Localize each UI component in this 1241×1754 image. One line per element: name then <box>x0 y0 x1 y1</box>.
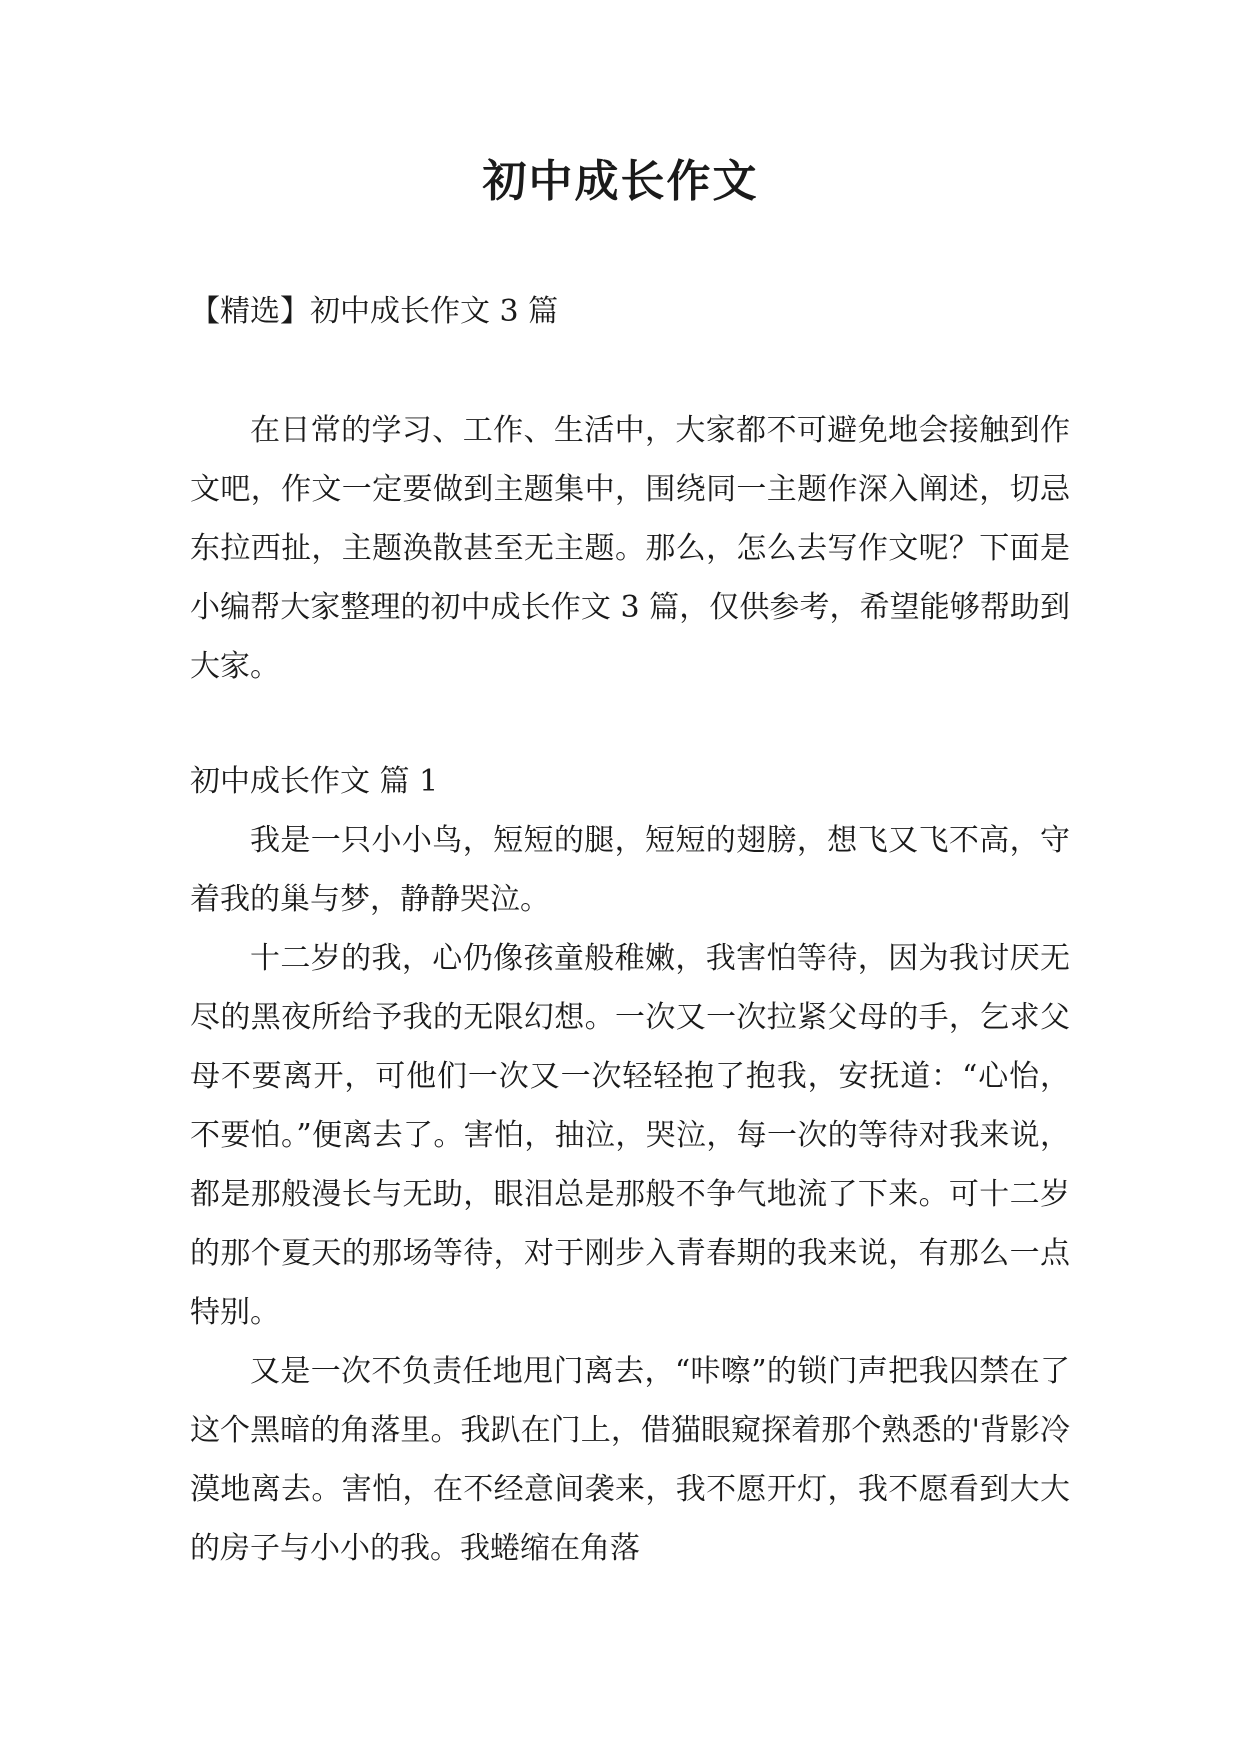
body-paragraph: 十二岁的我，心仍像孩童般稚嫩，我害怕等待，因为我讨厌无尽的黑夜所给予我的无限幻想。一次又一次拉紧父母的手，乞求父母不要离开，可他们一次又一次轻轻抱了抱我，安抚道：“心怡，不要怕。”便离去了。害怕，抽泣，哭泣，每一次的等待对我来说，都是那般漫长与无助，眼泪总是那般不争气地流了下来。可十二岁的那个夏天的那场等待，对于刚步入青春期的我来说，有那么一点特别。 <box>190 941 1070 1330</box>
body-paragraph: 又是一次不负责任地甩门离去，“咔嚓”的锁门声把我囚禁在了这个黑暗的角落里。我趴在门上，借猫眼窥探着那个熟悉的'背影冷漠地离去。害怕，在不经意间袭来，我不愿开灯，我不愿看到大大的房子与小小的我。我蜷缩在角落 <box>190 1354 1070 1566</box>
document-title: 初中成长作文 <box>482 156 759 207</box>
intro-block <box>190 401 1070 696</box>
section-heading: 初中成长作文 篇 1 <box>190 764 439 799</box>
document-subtitle: 【精选】初中成长作文 3 篇 <box>190 294 559 329</box>
body-paragraph: 我是一只小小鸟，短短的腿，短短的翅膀，想飞又飞不高，守着我的巢与梦，静静哭泣。 <box>190 823 1070 917</box>
intro-paragraph: 在日常的学习、工作、生活中，大家都不可避免地会接触到作文吧，作文一定要做到主题集中，围绕同一主题作深入阐述，切忌东拉西扯，主题涣散甚至无主题。那么，怎么去写作文呢？下面是小编帮大家整理的初中成长作文 3 篇，仅供参考，希望能够帮助到大家。 <box>190 413 1070 684</box>
essay-body <box>190 811 1070 1578</box>
